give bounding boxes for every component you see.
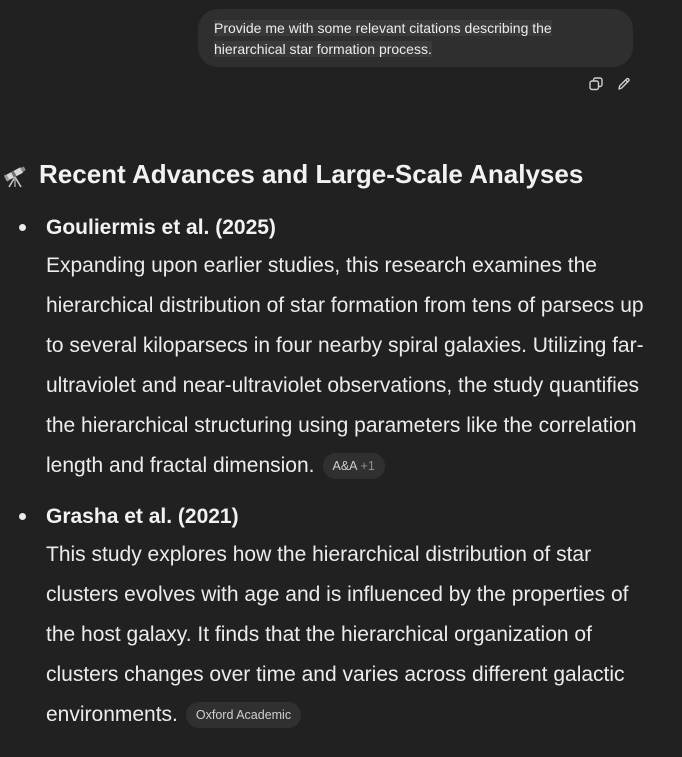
citation-last-line <box>46 446 682 486</box>
copy-icon[interactable] <box>588 76 604 92</box>
citation-line: environments. <box>46 703 178 726</box>
message-actions <box>588 76 632 92</box>
citation-line: ultraviolet and near-ultraviolet observations, the study quantifies <box>46 374 640 397</box>
citation-line: the hierarchical structuring using parameters like the correlation <box>46 414 637 437</box>
source-pill-label: Oxford Academic <box>195 708 292 722</box>
citation-title: Grasha et al. (2021) <box>46 505 239 528</box>
bullet <box>19 224 26 231</box>
source-pill-label: A&A <box>332 459 358 473</box>
bullet <box>19 513 26 520</box>
user-message-text: Provide me with some relevant citations describing the hierarchical star formation process. <box>214 20 552 57</box>
citation-line: clusters evolves with age and is influenced by the properties of <box>46 583 629 606</box>
citation-body <box>46 246 682 486</box>
citation-line: Expanding upon earlier studies, this research examines the <box>46 254 597 277</box>
citation-line: the host galaxy. It finds that the hierarchical organization of <box>46 623 592 646</box>
citation-line: length and fractal dimension. <box>46 454 315 477</box>
user-message-bubble <box>198 9 633 67</box>
citation-line: This study explores how the hierarchical distribution of star <box>46 543 592 566</box>
source-pill-count: +1 <box>360 459 375 473</box>
section-heading <box>3 156 583 192</box>
citation-line: to several kiloparsecs in four nearby spiral galaxies. Utilizing far- <box>46 334 644 357</box>
citation-item-gouliermis <box>0 210 682 486</box>
citation-title: Gouliermis et al. (2025) <box>46 216 276 239</box>
citation-last-line <box>46 695 682 735</box>
source-pill-aa[interactable] <box>323 453 385 479</box>
citation-line: hierarchical distribution of star formation from tens of parsecs up <box>46 294 644 317</box>
section-heading-text: Recent Advances and Large-Scale Analyses <box>39 159 584 189</box>
citation-list <box>0 210 682 748</box>
source-pill-oxford-academic[interactable] <box>186 702 301 728</box>
telescope-icon <box>3 161 29 187</box>
citation-item-grasha <box>0 499 682 735</box>
citation-line: clusters changes over time and varies across different galactic <box>46 663 625 686</box>
edit-icon[interactable] <box>616 76 632 92</box>
citation-body <box>46 535 682 735</box>
